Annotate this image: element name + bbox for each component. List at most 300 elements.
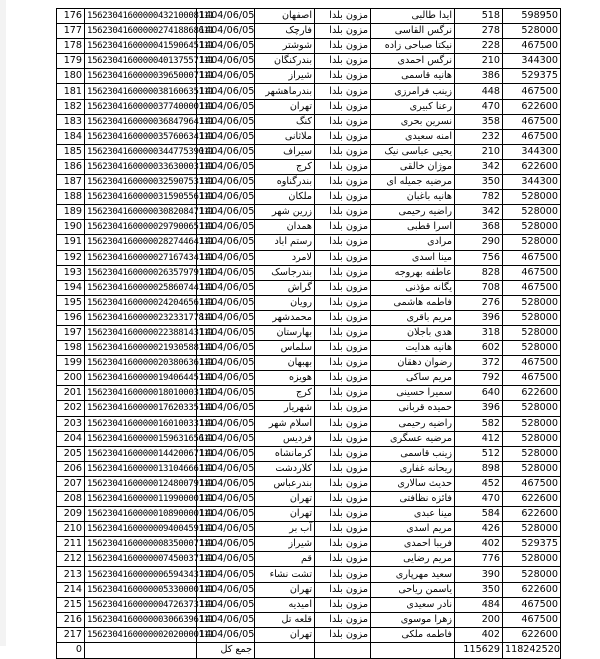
amount-cell: 467500 (503, 250, 561, 265)
tracking-code: 1562304160000030820847111 (85, 205, 197, 220)
table-row (57, 175, 561, 190)
tracking-code: 1562304160000021930588111 (85, 341, 197, 356)
customer-name: نرگس القاسی (371, 24, 455, 39)
customer-name: اسرا قطبی (371, 220, 455, 235)
store-type-cell: مزون بلدا (315, 416, 371, 431)
tracking-code: 1562304160000020380636111 (85, 356, 197, 371)
city-cell: آب بر (255, 522, 315, 537)
store-type-cell: مزون بلدا (315, 310, 371, 325)
customer-name: زینب فرامرزی (371, 84, 455, 99)
table-row (57, 492, 561, 507)
customer-name: هانیه هدایت (371, 341, 455, 356)
date-cell: 1404/06/05 (197, 522, 255, 537)
date-cell: 1404/06/05 (197, 159, 255, 174)
row-number: 207 (57, 476, 85, 491)
table-row (57, 371, 561, 386)
count-cell: 232 (455, 129, 503, 144)
table-row (57, 507, 561, 522)
count-cell: 210 (455, 54, 503, 69)
date-cell: 1404/06/05 (197, 280, 255, 295)
table-row (57, 431, 561, 446)
store-type-cell: مزون بلدا (315, 567, 371, 582)
store-type-cell: مزون بلدا (315, 84, 371, 99)
date-cell: 1404/06/05 (197, 612, 255, 627)
store-type-cell: مزون بلدا (315, 446, 371, 461)
store-type-cell: مزون بلدا (315, 295, 371, 310)
city-cell: شهریار (255, 401, 315, 416)
customer-name: مرادی (371, 235, 455, 250)
city-cell: ملکان (255, 190, 315, 205)
store-type-cell: مزون بلدا (315, 522, 371, 537)
city-cell: بندرکنگان (255, 54, 315, 69)
customer-name: هانیه باغبان (371, 190, 455, 205)
city-cell: همدان (255, 220, 315, 235)
count-cell: 402 (455, 537, 503, 552)
amount-cell: 467500 (503, 84, 561, 99)
city-cell: تهران (255, 582, 315, 597)
table-row (57, 144, 561, 159)
row-number: 197 (57, 325, 85, 340)
count-cell: 412 (455, 431, 503, 446)
amount-cell: 528000 (503, 220, 561, 235)
table-row (57, 24, 561, 39)
table-row (57, 69, 561, 84)
table-row (57, 356, 561, 371)
count-cell: 318 (455, 325, 503, 340)
count-cell: 518 (455, 9, 503, 24)
customer-name: فاطمه هاشمی (371, 295, 455, 310)
date-cell: 1404/06/05 (197, 99, 255, 114)
row-number: 203 (57, 416, 85, 431)
city-cell: بهارستان (255, 325, 315, 340)
table-row (57, 235, 561, 250)
store-type-cell: مزون بلدا (315, 205, 371, 220)
tracking-code: 1562304160000024204656111 (85, 295, 197, 310)
tracking-code: 1562304160000040137557111 (85, 54, 197, 69)
row-number: 192 (57, 250, 85, 265)
count-cell: 358 (455, 114, 503, 129)
count-cell: 756 (455, 250, 503, 265)
store-type-cell: مزون بلدا (315, 627, 371, 642)
count-cell: 470 (455, 492, 503, 507)
row-number: 190 (57, 220, 85, 235)
city-cell: فردیس (255, 431, 315, 446)
total-code-cell (85, 642, 197, 658)
date-cell: 1404/06/05 (197, 627, 255, 642)
customer-name: نیکتا صباحی زاده (371, 39, 455, 54)
amount-cell: 467500 (503, 612, 561, 627)
report-sheet (56, 8, 560, 659)
city-cell: بندرعباس (255, 476, 315, 491)
amount-cell: 467500 (503, 597, 561, 612)
store-type-cell: مزون بلدا (315, 39, 371, 54)
date-cell: 1404/06/05 (197, 39, 255, 54)
city-cell: محمدشهر (255, 310, 315, 325)
tracking-code: 1562304160000027167434111 (85, 250, 197, 265)
date-cell: 1404/06/05 (197, 144, 255, 159)
store-type-cell: مزون بلدا (315, 9, 371, 24)
count-cell: 776 (455, 552, 503, 567)
row-number: 209 (57, 507, 85, 522)
store-type-cell: مزون بلدا (315, 612, 371, 627)
customer-name: ریحانه غفاری (371, 461, 455, 476)
total-type-cell (315, 642, 371, 658)
row-number: 181 (57, 84, 85, 99)
count-cell: 484 (455, 597, 503, 612)
row-number: 210 (57, 522, 85, 537)
store-type-cell: مزون بلدا (315, 552, 371, 567)
tracking-code: 1562304160000035760634111 (85, 129, 197, 144)
count-cell: 708 (455, 280, 503, 295)
row-number: 194 (57, 280, 85, 295)
count-cell: 390 (455, 567, 503, 582)
amount-cell: 528000 (503, 235, 561, 250)
count-cell: 386 (455, 69, 503, 84)
date-cell: 1404/06/05 (197, 552, 255, 567)
row-number: 195 (57, 295, 85, 310)
store-type-cell: مزون بلدا (315, 461, 371, 476)
amount-cell: 528000 (503, 310, 561, 325)
tracking-code: 1562304160000003066396111 (85, 612, 197, 627)
amount-cell: 467500 (503, 129, 561, 144)
city-cell: سیراف (255, 144, 315, 159)
count-cell: 342 (455, 205, 503, 220)
tracking-code: 1562304160000018010003111 (85, 386, 197, 401)
customer-name: مینا اسدی (371, 250, 455, 265)
customer-name: هدی باجلان (371, 325, 455, 340)
row-number: 180 (57, 69, 85, 84)
row-number: 212 (57, 552, 85, 567)
tracking-code: 1562304160000027418868611 (85, 24, 197, 39)
city-cell: کرج (255, 386, 315, 401)
store-type-cell: مزون بلدا (315, 114, 371, 129)
date-cell: 1404/06/05 (197, 492, 255, 507)
payment-table (56, 8, 561, 659)
store-type-cell: مزون بلدا (315, 476, 371, 491)
date-cell: 1404/06/05 (197, 9, 255, 24)
amount-cell: 528000 (503, 567, 561, 582)
total-count: 115629 (455, 642, 503, 658)
row-number: 184 (57, 129, 85, 144)
customer-name: سمیرا حسینی (371, 386, 455, 401)
tracking-code: 1562304160000006594343111 (85, 567, 197, 582)
amount-cell: 528000 (503, 401, 561, 416)
tracking-code: 1562304160000026357979111 (85, 265, 197, 280)
tracking-code: 1562304160000010890000111 (85, 507, 197, 522)
table-row (57, 597, 561, 612)
store-type-cell: مزون بلدا (315, 401, 371, 416)
row-number: 187 (57, 175, 85, 190)
tracking-code: 1562304160000043210008111 (85, 9, 197, 24)
city-cell: شوشتر (255, 39, 315, 54)
customer-name: فائزه نظافتی (371, 492, 455, 507)
date-cell: 1404/06/05 (197, 114, 255, 129)
city-cell: کنگ (255, 114, 315, 129)
amount-cell: 467500 (503, 371, 561, 386)
amount-cell: 467500 (503, 476, 561, 491)
amount-cell: 528000 (503, 552, 561, 567)
table-row (57, 552, 561, 567)
count-cell: 792 (455, 371, 503, 386)
customer-name: مرضیه جمیله ای (371, 175, 455, 190)
city-cell: رویان (255, 295, 315, 310)
city-cell: رستم اباد (255, 235, 315, 250)
customer-name: رضوان دهقان (371, 356, 455, 371)
table-row (57, 627, 561, 642)
date-cell: 1404/06/05 (197, 356, 255, 371)
date-cell: 1404/06/05 (197, 446, 255, 461)
date-cell: 1404/06/05 (197, 371, 255, 386)
store-type-cell: مزون بلدا (315, 129, 371, 144)
table-row (57, 250, 561, 265)
customer-name: حدیث سالاری (371, 476, 455, 491)
amount-cell: 528000 (503, 205, 561, 220)
customer-name: مریم رضایی (371, 552, 455, 567)
amount-cell: 528000 (503, 522, 561, 537)
store-type-cell: مزون بلدا (315, 356, 371, 371)
count-cell: 898 (455, 461, 503, 476)
total-city-cell (255, 642, 315, 658)
table-row (57, 190, 561, 205)
amount-cell: 622600 (503, 582, 561, 597)
total-row (57, 642, 561, 658)
amount-cell: 528000 (503, 341, 561, 356)
row-number: 177 (57, 24, 85, 39)
customer-name: زینب قاسمی (371, 446, 455, 461)
count-cell: 602 (455, 341, 503, 356)
row-number: 213 (57, 567, 85, 582)
date-cell: 1404/06/05 (197, 597, 255, 612)
date-cell: 1404/06/05 (197, 250, 255, 265)
amount-cell: 622600 (503, 159, 561, 174)
table-row (57, 522, 561, 537)
customer-name: سعید مهرپاری (371, 567, 455, 582)
city-cell: امیدیه (255, 597, 315, 612)
customer-name: یحیی عباسی نیک (371, 144, 455, 159)
row-number: 176 (57, 9, 85, 24)
count-cell: 452 (455, 476, 503, 491)
count-cell: 582 (455, 416, 503, 431)
row-number: 206 (57, 461, 85, 476)
row-number: 217 (57, 627, 85, 642)
store-type-cell: مزون بلدا (315, 492, 371, 507)
tracking-code: 1562304160000033630003111 (85, 159, 197, 174)
tracking-code: 1562304160000036847964111 (85, 114, 197, 129)
customer-name: فاطمه ملکی (371, 627, 455, 642)
customer-name: نرگس احمدی (371, 54, 455, 69)
customer-name: مرضیه عسگری (371, 431, 455, 446)
date-cell: 1404/06/05 (197, 54, 255, 69)
count-cell: 828 (455, 265, 503, 280)
tracking-code: 1562304160000038160635111 (85, 84, 197, 99)
date-cell: 1404/06/05 (197, 476, 255, 491)
table-row (57, 205, 561, 220)
store-type-cell: مزون بلدا (315, 431, 371, 446)
amount-cell: 622600 (503, 627, 561, 642)
date-cell: 1404/06/05 (197, 507, 255, 522)
store-type-cell: مزون بلدا (315, 280, 371, 295)
date-cell: 1404/06/05 (197, 265, 255, 280)
table-row (57, 39, 561, 54)
store-type-cell: مزون بلدا (315, 99, 371, 114)
count-cell: 372 (455, 356, 503, 371)
customer-name: راضیه رحیمی (371, 416, 455, 431)
store-type-cell: مزون بلدا (315, 69, 371, 84)
table-row (57, 99, 561, 114)
customer-name: یاسمن ریاحی (371, 582, 455, 597)
row-number: 201 (57, 386, 85, 401)
date-cell: 1404/06/05 (197, 386, 255, 401)
total-amount: 118242520 (503, 642, 561, 658)
count-cell: 396 (455, 401, 503, 416)
table-row (57, 416, 561, 431)
store-type-cell: مزون بلدا (315, 582, 371, 597)
tracking-code: 1562304160000025860744111 (85, 280, 197, 295)
count-cell: 448 (455, 84, 503, 99)
amount-cell: 467500 (503, 39, 561, 54)
customer-name: رعنا کبیری (371, 99, 455, 114)
table-row (57, 54, 561, 69)
count-cell: 396 (455, 310, 503, 325)
store-type-cell: مزون بلدا (315, 597, 371, 612)
table-row (57, 461, 561, 476)
table-row (57, 280, 561, 295)
city-cell: سلماس (255, 341, 315, 356)
table-row (57, 446, 561, 461)
city-cell: فارچک (255, 24, 315, 39)
customer-name: فریبا احمدی (371, 537, 455, 552)
date-cell: 1404/06/05 (197, 416, 255, 431)
store-type-cell: مزون بلدا (315, 537, 371, 552)
tracking-code: 1562304160000039650007111 (85, 69, 197, 84)
store-type-cell: مزون بلدا (315, 220, 371, 235)
table-row (57, 265, 561, 280)
table-footer (57, 642, 561, 658)
amount-cell: 344300 (503, 175, 561, 190)
row-number: 211 (57, 537, 85, 552)
city-cell: قلعه تل (255, 612, 315, 627)
store-type-cell: مزون بلدا (315, 325, 371, 340)
date-cell: 1404/06/05 (197, 295, 255, 310)
city-cell: کرمانشاه (255, 446, 315, 461)
row-number: 200 (57, 371, 85, 386)
customer-name: نادر سعیدی (371, 597, 455, 612)
row-number: 188 (57, 190, 85, 205)
tracking-code: 1562304160000028274464111 (85, 235, 197, 250)
row-number: 202 (57, 401, 85, 416)
row-number: 178 (57, 39, 85, 54)
total-label: جمع کل (197, 642, 255, 658)
amount-cell: 344300 (503, 54, 561, 69)
count-cell: 512 (455, 446, 503, 461)
amount-cell: 622600 (503, 99, 561, 114)
amount-cell: 529375 (503, 69, 561, 84)
count-cell: 210 (455, 144, 503, 159)
row-number: 205 (57, 446, 85, 461)
customer-name: زهرا موسوی (371, 612, 455, 627)
row-number: 214 (57, 582, 85, 597)
row-number: 215 (57, 597, 85, 612)
city-cell: ملاثانی (255, 129, 315, 144)
amount-cell: 598950 (503, 9, 561, 24)
tracking-code: 1562304160000004726373111 (85, 597, 197, 612)
store-type-cell: مزون بلدا (315, 341, 371, 356)
customer-name: هانیه قاسمی (371, 69, 455, 84)
row-number: 186 (57, 159, 85, 174)
tracking-code: 1562304160000041590645111 (85, 39, 197, 54)
table-row (57, 129, 561, 144)
date-cell: 1404/06/05 (197, 24, 255, 39)
date-cell: 1404/06/05 (197, 175, 255, 190)
city-cell: تهران (255, 627, 315, 642)
city-cell: بهبهان (255, 356, 315, 371)
count-cell: 640 (455, 386, 503, 401)
count-cell: 584 (455, 507, 503, 522)
customer-name: مینا عبدی (371, 507, 455, 522)
tracking-code: 1562304160000012480079111 (85, 476, 197, 491)
date-cell: 1404/06/05 (197, 401, 255, 416)
row-number: 204 (57, 431, 85, 446)
customer-name: یگانه مؤذنی (371, 280, 455, 295)
row-number: 183 (57, 114, 85, 129)
amount-cell: 622600 (503, 507, 561, 522)
customer-name: موژان خالقی (371, 159, 455, 174)
store-type-cell: مزون بلدا (315, 159, 371, 174)
city-cell: کرج (255, 159, 315, 174)
tracking-code: 1562304160000014420067111 (85, 446, 197, 461)
table-row (57, 567, 561, 582)
amount-cell: 528000 (503, 461, 561, 476)
date-cell: 1404/06/05 (197, 69, 255, 84)
customer-name: امنه سعیدی (371, 129, 455, 144)
store-type-cell: مزون بلدا (315, 371, 371, 386)
tracking-code: 1562304160000017620335111 (85, 401, 197, 416)
city-cell: تهران (255, 507, 315, 522)
date-cell: 1404/06/05 (197, 84, 255, 99)
tracking-code: 1562304160000022388143111 (85, 325, 197, 340)
table-row (57, 84, 561, 99)
scan-edge (0, 0, 6, 646)
tracking-code: 1562304160000034477539011 (85, 144, 197, 159)
store-type-cell: مزون بلدا (315, 54, 371, 69)
customer-name: حمیده قربانی (371, 401, 455, 416)
tracking-code: 1562304160000007450037111 (85, 552, 197, 567)
customer-name: عاطفه بهروجه (371, 265, 455, 280)
amount-cell: 467500 (503, 356, 561, 371)
tracking-code: 1562304160000009400459111 (85, 522, 197, 537)
city-cell: هویزه (255, 371, 315, 386)
tracking-code: 1562304160000008350007111 (85, 537, 197, 552)
date-cell: 1404/06/05 (197, 129, 255, 144)
row-number: 193 (57, 265, 85, 280)
store-type-cell: مزون بلدا (315, 175, 371, 190)
total-name-cell (371, 642, 455, 658)
table-row (57, 9, 561, 24)
city-cell: شیراز (255, 69, 315, 84)
count-cell: 290 (455, 235, 503, 250)
tracking-code: 1562304160000019406445111 (85, 371, 197, 386)
amount-cell: 467500 (503, 114, 561, 129)
row-number: 185 (57, 144, 85, 159)
date-cell: 1404/06/05 (197, 205, 255, 220)
amount-cell: 622600 (503, 492, 561, 507)
store-type-cell: مزون بلدا (315, 386, 371, 401)
city-cell: لامرد (255, 250, 315, 265)
table-row (57, 341, 561, 356)
count-cell: 350 (455, 175, 503, 190)
amount-cell: 344300 (503, 144, 561, 159)
amount-cell: 467500 (503, 265, 561, 280)
